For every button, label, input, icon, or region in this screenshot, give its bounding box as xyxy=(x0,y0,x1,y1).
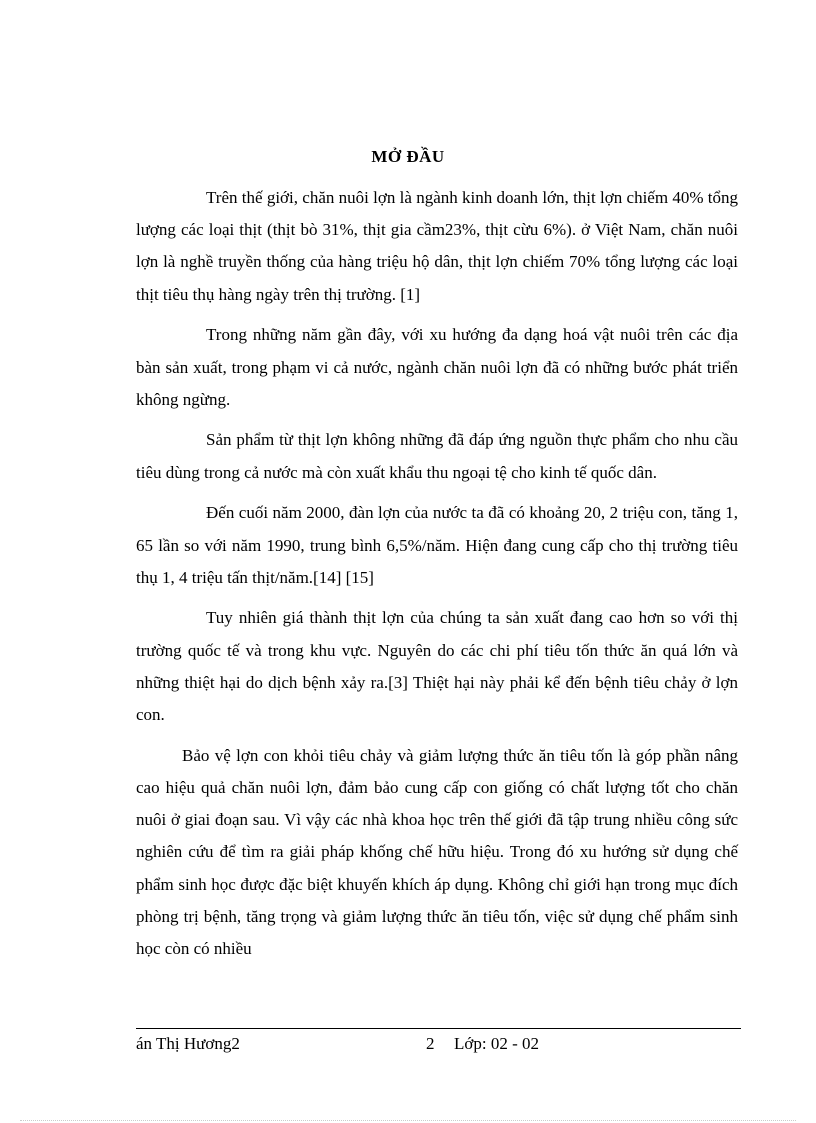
body-text xyxy=(136,182,738,974)
paragraph: Tuy nhiên giá thành thịt lợn của chúng ta sản xuất đang cao hơn so với thị trường quốc tế và trong khu vực. Nguyên do các chi phí tiêu tốn thức ăn quá lớn và những thiệt hại do dịch bệnh xảy ra.[3] Thiệt hại này phải kể đến bệnh tiêu chảy ở lợn con. xyxy=(136,608,738,725)
footer-page-number: 2 xyxy=(426,1034,435,1053)
footer-class-label: Lớp: 02 - 02 xyxy=(454,1034,540,1053)
footer-author: án Thị Hương2 xyxy=(136,1034,240,1053)
paragraph: Đến cuối năm 2000, đàn lợn của nước ta đã có khoảng 20, 2 triệu con, tăng 1, 65 lần so với năm 1990, trung bình 6,5%/năm. Hiện đang cung cấp cho thị trường tiêu thụ 1, 4 triệu tấn thịt/năm.[14] [15] xyxy=(136,503,738,587)
page-bottom-border xyxy=(20,1120,796,1121)
paragraph: Trong những năm gần đây, với xu hướng đa dạng hoá vật nuôi trên các địa bàn sản xuất, trong phạm vi cả nước, ngành chăn nuôi lợn đã có những bước phát triển không ngừng. xyxy=(136,325,738,409)
page-title: MỞ ĐẦU xyxy=(371,147,445,166)
footer-rule xyxy=(136,1028,741,1029)
page-footer xyxy=(136,1034,741,1058)
paragraph: Bảo vệ lợn con khỏi tiêu chảy và giảm lượng thức ăn tiêu tốn là góp phần nâng cao hiệu quả chăn nuôi lợn, đảm bảo cung cấp con giống có chất lượng tốt cho chăn nuôi ở giai đoạn sau. Vì vậy các nhà khoa học trên thế giới đã tập trung nhiều công sức nghiên cứu để tìm ra giải pháp khống chế hữu hiệu. Trong đó xu hướng sử dụng chế phẩm sinh học được đặc biệt khuyến khích áp dụng. Không chỉ giới hạn trong mục đích phòng trị bệnh, tăng trọng và giảm lượng thức ăn tiêu tốn, việc sử dụng chế phẩm sinh học còn có nhiều xyxy=(136,745,738,958)
paragraph: Trên thế giới, chăn nuôi lợn là ngành kinh doanh lớn, thịt lợn chiếm 40% tổng lượng các loại thịt (thịt bò 31%, thịt gia cầm23%, thịt cừu 6%). ở Việt Nam, chăn nuôi lợn là nghề truyền thống của hàng triệu hộ dân, thịt lợn chiếm 70% tổng lượng các loại thịt tiêu thụ hàng ngày trên thị trường. [1] xyxy=(136,188,738,304)
paragraph: Sản phẩm từ thịt lợn không những đã đáp ứng nguồn thực phẩm cho nhu cầu tiêu dùng trong cả nước mà còn xuất khẩu thu ngoại tệ cho kinh tế quốc dân. xyxy=(136,430,738,482)
